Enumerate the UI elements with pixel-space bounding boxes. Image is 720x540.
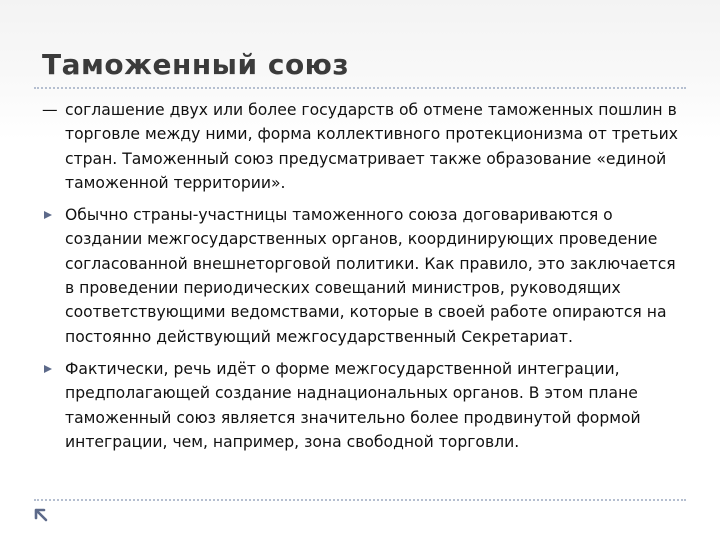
bullet-item-2 <box>42 357 682 454</box>
triangle-bullet-icon <box>44 365 52 373</box>
slide-title: Таможенный союз <box>42 48 350 81</box>
bullet-item-1 <box>42 203 682 349</box>
slide-content <box>42 98 682 462</box>
definition-text: соглашение двух или более государств об отмене таможенных пошлин в торговле между ними, форма коллективного протекционизма от третьих стран. Таможенный союз предусматривает также образование «единой таможенной территории». <box>65 101 678 192</box>
chevron-corner-icon <box>34 508 48 522</box>
footer-divider <box>34 499 686 501</box>
definition-paragraph <box>42 98 682 195</box>
bullet-text-1: Обычно страны-участницы таможенного союза договариваются о создании межгосударственных органов, координирующих проведение согласованной внешнеторговой политики. Как правило, это заключается в проведении периодических совещаний министров, руководящих соответствующими ведомствами, которые в своей работе опираются на постоянно действующий межгосударственный Секретариат. <box>65 206 676 346</box>
bullet-text-2: Фактически, речь идёт о форме межгосударственной интеграции, предполагающей создание наднациональных органов. В этом плане таможенный союз является значительно более продвинутой формой интеграции, чем, например, зона свободной торговли. <box>65 359 641 451</box>
title-divider <box>34 87 686 89</box>
triangle-bullet-icon <box>44 211 52 219</box>
definition-dash: — <box>42 101 58 119</box>
